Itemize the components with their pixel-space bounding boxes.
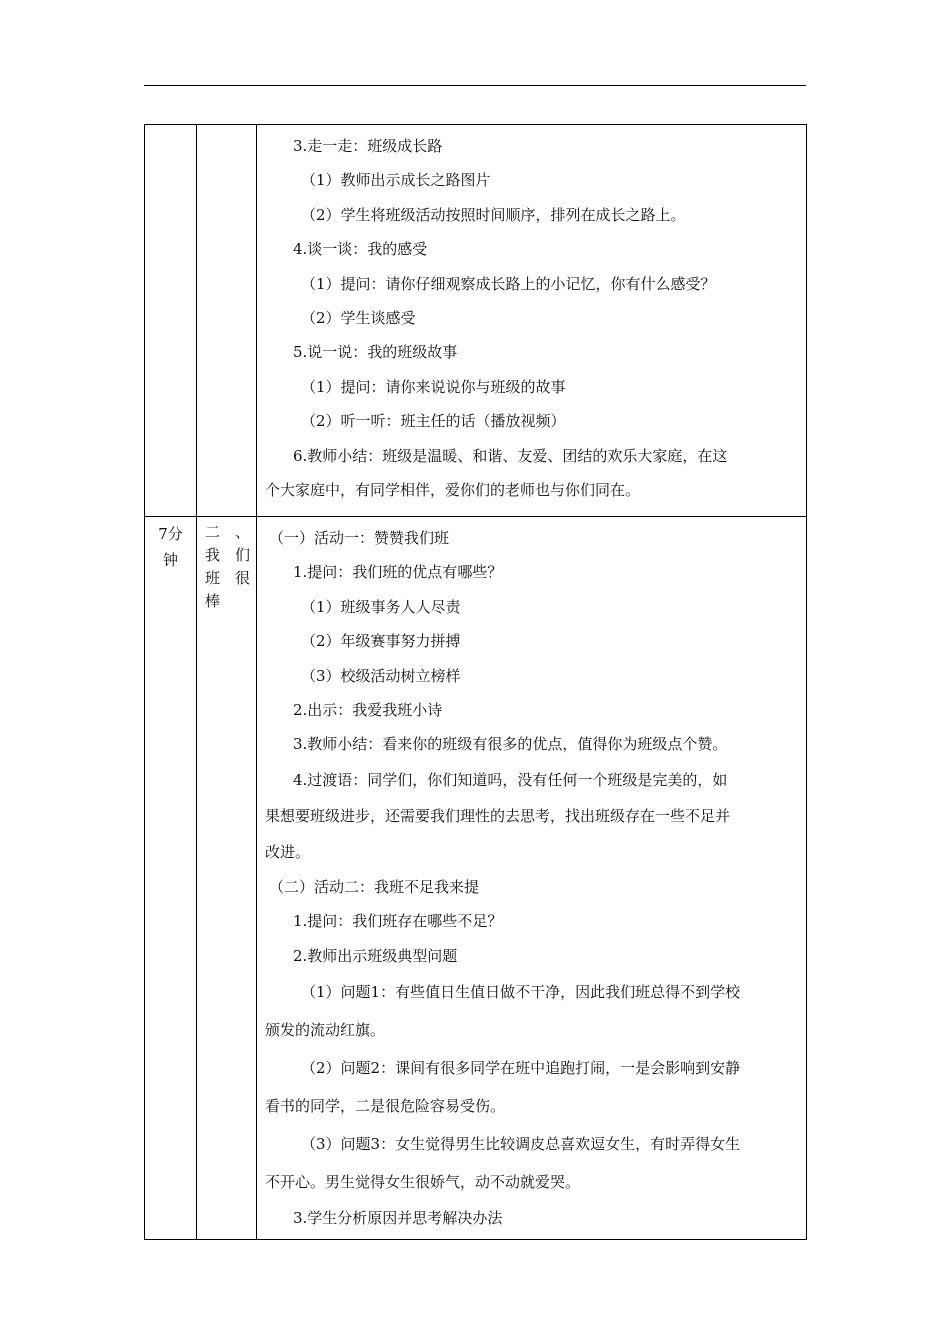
content-line: 改进。	[265, 842, 311, 861]
section-char: 、	[234, 523, 250, 541]
content-line: 6.教师小结：班级是温暖、和谐、友爱、团结的欢乐大家庭，在这	[293, 446, 728, 465]
content-line: 个大家庭中，有同学相伴，爱你们的老师也与你们同在。	[265, 480, 641, 499]
content-line: 3.走一走：班级成长路	[293, 137, 443, 155]
time-cell	[145, 125, 197, 517]
time-unit: 钟	[162, 551, 178, 569]
content-line: 果想要班级进步，还需要我们理性的去思考，找出班级存在一些不足并	[265, 806, 731, 825]
header-rule	[144, 85, 806, 86]
content-line: 1.提问：我们班存在哪些不足？	[293, 912, 503, 931]
time-value: 7分	[158, 525, 183, 543]
table-row	[145, 125, 807, 517]
time-cell	[145, 517, 197, 1240]
section-char: 们	[234, 546, 250, 564]
content-line: 颁发的流动红旗。	[265, 1020, 386, 1039]
content-line: 3.教师小结：看来你的班级有很多的优点，值得你为班级点个赞。	[293, 735, 728, 754]
content-line: （1）提问：请你来说说你与班级的故事	[301, 377, 566, 396]
content-line: 2.出示：我爱我班小诗	[293, 700, 443, 719]
content-line: （2）学生将班级活动按照时间顺序，排列在成长之路上。	[301, 205, 686, 224]
content-line: 3.学生分析原因并思考解决办法	[293, 1208, 503, 1227]
content-line: 1.提问：我们班的优点有哪些？	[293, 563, 503, 582]
content-cell	[257, 125, 807, 517]
content-line: 5.说一说：我的班级故事	[293, 343, 458, 362]
section-char: 棒	[205, 592, 221, 610]
content-line: （3）问题3：女生觉得男生比较调皮总喜欢逗女生，有时弄得女生	[301, 1134, 741, 1153]
content-line: （二）活动二：我班不足我来提	[269, 877, 480, 896]
content-line: （1）教师出示成长之路图片	[301, 171, 491, 190]
content-line: （2）学生谈感受	[301, 308, 416, 327]
section-char: 二	[205, 523, 221, 541]
section-char: 我	[205, 546, 221, 564]
content-line: （1）提问：请你仔细观察成长路上的小记忆，你有什么感受？	[301, 274, 716, 293]
content-line: 不开心。男生觉得女生很娇气，动不动就爱哭。	[265, 1172, 581, 1191]
table-row	[145, 517, 807, 1240]
content-line: （一）活动一：赞赞我们班	[269, 529, 450, 547]
content-line: （2）听一听：班主任的话（播放视频）	[301, 412, 566, 431]
content-line: 2.教师出示班级典型问题	[293, 946, 458, 965]
content-line: （2）年级赛事努力拼搏	[301, 632, 461, 651]
content-line: （2）问题2：课间有很多同学在班中追跑打闹，一是会影响到安静	[301, 1058, 741, 1077]
section-char: 班	[205, 569, 221, 587]
content-line: 4.过渡语：同学们，你们知道吗，没有任何一个班级是完美的，如	[293, 770, 728, 789]
section-cell	[197, 125, 257, 517]
lesson-plan-table	[144, 124, 807, 1240]
content-line: 4.谈一谈：我的感受	[293, 240, 428, 259]
content-line: （1）班级事务人人尽责	[301, 597, 461, 616]
content-line: （3）校级活动树立榜样	[301, 666, 461, 685]
content-cell	[257, 517, 807, 1240]
section-char: 很	[234, 569, 250, 587]
section-cell	[197, 517, 257, 1240]
content-line: 看书的同学，二是很危险容易受伤。	[265, 1096, 506, 1115]
content-line: （1）问题1：有些值日生值日做不干净，因此我们班总得不到学校	[301, 982, 741, 1001]
